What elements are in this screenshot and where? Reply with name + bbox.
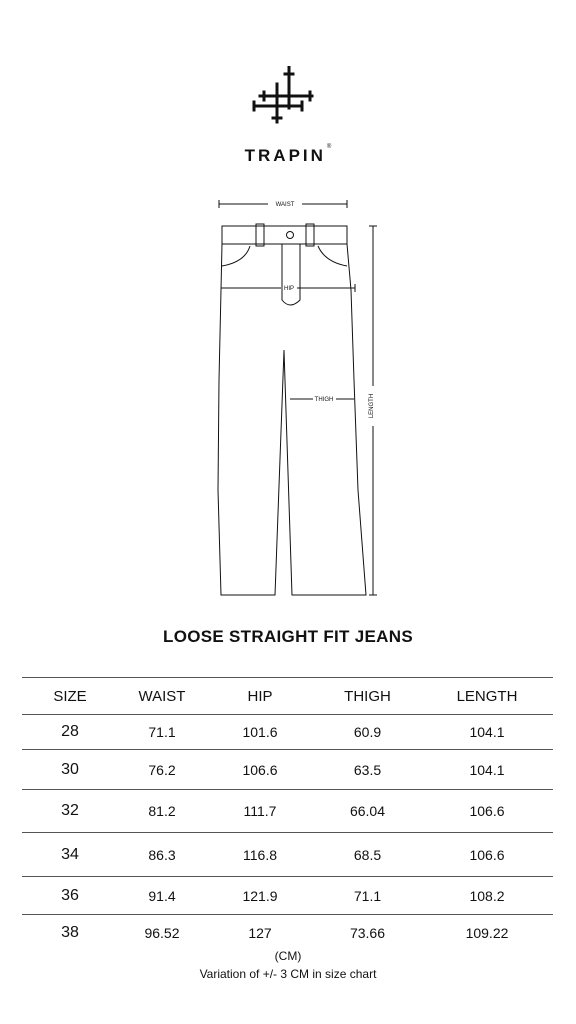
cross-grid-logo-icon: [246, 66, 322, 138]
cell-length: 104.1: [421, 715, 553, 750]
header-hip: HIP: [206, 678, 314, 715]
waistband: [222, 226, 347, 244]
brand-wordmark: TRAPIN: [244, 146, 326, 165]
belt-loop-right: [306, 224, 314, 246]
cell-hip: 116.8: [206, 833, 314, 877]
cell-length: 104.1: [421, 750, 553, 790]
button-icon: [287, 232, 294, 239]
table-row: [22, 833, 553, 877]
variation-note: Variation of +/- 3 CM in size chart: [199, 967, 377, 981]
cell-thigh: 66.04: [314, 790, 421, 833]
hip-label: HIP: [283, 286, 295, 292]
header-waist: WAIST: [118, 678, 206, 715]
cell-length: 108.2: [421, 877, 553, 915]
table-row: [22, 877, 553, 915]
cell-size: 36: [22, 877, 118, 915]
cell-size: 28: [22, 715, 118, 750]
cell-thigh: 68.5: [314, 833, 421, 877]
pocket-left: [222, 246, 250, 266]
cell-hip: 111.7: [206, 790, 314, 833]
table-row: [22, 790, 553, 833]
registered-mark: ®: [326, 144, 332, 150]
belt-loop-left: [256, 224, 264, 246]
table-row: [22, 915, 553, 951]
cell-hip: 121.9: [206, 877, 314, 915]
cell-waist: 96.52: [144, 924, 180, 941]
header-size: SIZE: [22, 678, 118, 715]
cell-size: 38: [61, 923, 79, 941]
hip-measure: [221, 284, 355, 292]
jeans-diagram: [0, 190, 576, 610]
cell-hip: 127: [248, 924, 272, 941]
unit-label: (CM): [274, 949, 302, 963]
page-title: LOOSE STRAIGHT FIT JEANS: [163, 627, 413, 646]
cell-size: 30: [22, 750, 118, 790]
thigh-label: THIGH: [314, 397, 334, 403]
cell-length: 106.6: [421, 833, 553, 877]
length-measure: [369, 226, 377, 595]
cell-thigh: 63.5: [314, 750, 421, 790]
length-label: LENGTH: [369, 393, 375, 419]
jeans-outline: [218, 244, 366, 595]
table-row: [22, 750, 553, 790]
size-chart-table: [22, 677, 553, 951]
table-row: [22, 715, 553, 750]
cell-waist: 86.3: [118, 833, 206, 877]
cell-hip: 101.6: [206, 715, 314, 750]
header-thigh: THIGH: [314, 678, 421, 715]
cell-size: 32: [22, 790, 118, 833]
cell-waist: 81.2: [118, 790, 206, 833]
cell-waist: 76.2: [118, 750, 206, 790]
cell-thigh: 73.66: [349, 924, 386, 941]
waist-label: WAIST: [275, 202, 295, 208]
cell-waist: 91.4: [118, 877, 206, 915]
thigh-measure: [290, 397, 354, 403]
cell-length: 106.6: [421, 790, 553, 833]
brand-name: [0, 146, 576, 166]
cell-hip: 106.6: [206, 750, 314, 790]
cell-thigh: 60.9: [314, 715, 421, 750]
header-length: LENGTH: [421, 678, 553, 715]
waist-measure: [219, 200, 347, 208]
cell-length: 109.22: [465, 924, 509, 941]
table-header-row: [22, 678, 553, 715]
cell-waist: 71.1: [118, 715, 206, 750]
fly-stitch: [282, 244, 300, 305]
pocket-right: [318, 246, 347, 266]
cell-thigh: 71.1: [314, 877, 421, 915]
cell-size: 34: [22, 833, 118, 877]
